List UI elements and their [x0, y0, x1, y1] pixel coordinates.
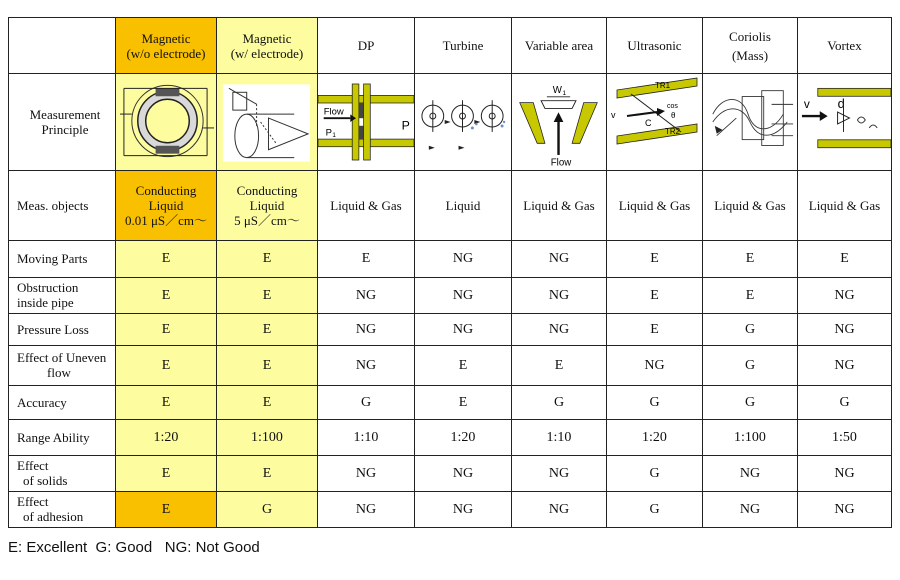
cell-vortex: E [798, 241, 892, 277]
diagram-turbine [415, 74, 512, 171]
cell-mag_wo: E [116, 345, 217, 385]
vortex-icon [798, 74, 891, 170]
ultra-theta-label: θ [671, 111, 676, 121]
table-row [9, 455, 892, 491]
col-header-text: Magnetic [141, 30, 191, 46]
row-label-principle [9, 74, 116, 171]
ultra-cos-label: cos [667, 103, 678, 111]
cell-dp: NG [318, 277, 415, 313]
header-row [9, 18, 892, 74]
col-header-text: Magnetic [242, 30, 292, 46]
cell-ultra: G [607, 455, 703, 491]
cell-mag_wo: E [116, 455, 217, 491]
diagram-magnetic-w-electrode [217, 74, 318, 171]
row-label-text: Range Ability [17, 429, 90, 445]
meas-objects-text: Liquid & Gas [618, 198, 691, 214]
ultrasonic-icon [607, 74, 702, 170]
ultra-tr1-label: TR1 [655, 81, 671, 91]
table-row [9, 385, 892, 419]
table-row [9, 313, 892, 345]
col-header-variable-area [512, 18, 607, 74]
meas-objects-mag-w [217, 171, 318, 241]
dp-flow-label: Flow [323, 106, 344, 118]
meas-objects-text: Liquid [148, 198, 184, 214]
cell-dp: NG [318, 455, 415, 491]
cell-coriolis: G [703, 385, 798, 419]
cell-mag_w: E [217, 313, 318, 345]
cell-coriolis: E [703, 277, 798, 313]
table-row [9, 241, 892, 277]
cell-mag_w: E [217, 455, 318, 491]
ultra-tr2-label: TR2 [665, 127, 681, 137]
cell-coriolis: 1:100 [703, 419, 798, 455]
diagram-magnetic-wo-electrode [116, 74, 217, 171]
cell-vortex: G [798, 385, 892, 419]
cell-varea: 1:10 [512, 419, 607, 455]
row-label-text: of adhesion [23, 509, 84, 525]
cell-dp: NG [318, 491, 415, 527]
meas-objects-dp [318, 171, 415, 241]
meas-objects-ultrasonic [607, 171, 703, 241]
flowmeter-comparison-table [8, 17, 892, 528]
cell-varea: NG [512, 313, 607, 345]
diagram-vortex [798, 74, 892, 171]
col-header-text: (Mass) [731, 47, 769, 63]
cell-vortex: NG [798, 491, 892, 527]
cell-ultra: G [607, 385, 703, 419]
row-label [9, 241, 116, 277]
col-header-text: (w/o electrode) [126, 45, 206, 61]
dp-p1-sub-label: 1 [332, 132, 336, 140]
table-row [9, 419, 892, 455]
cell-varea: NG [512, 241, 607, 277]
row-label-text: Effect of Uneven [17, 350, 107, 366]
ultra-c-label: C [645, 118, 652, 129]
cell-varea: NG [512, 277, 607, 313]
dp-p2-label: P [401, 118, 410, 133]
cell-mag_wo: E [116, 277, 217, 313]
meas-objects-text: Liquid & Gas [330, 198, 402, 214]
legend-text: E: Excellent G: Good NG: Not Good [8, 539, 260, 556]
col-header-text: Vortex [827, 38, 862, 54]
cell-dp: 1:10 [318, 419, 415, 455]
col-header-text: Ultrasonic [627, 38, 682, 54]
cell-turbine: NG [415, 455, 512, 491]
cell-coriolis: NG [703, 455, 798, 491]
cell-dp: NG [318, 313, 415, 345]
cell-coriolis: NG [703, 491, 798, 527]
meas-objects-row [9, 171, 892, 241]
meas-objects-text: Liquid & Gas [523, 198, 595, 214]
row-label-text: Meas. objects [17, 198, 89, 214]
cell-mag_w: E [217, 345, 318, 385]
row-label-text: Effect [17, 494, 49, 510]
meas-objects-text: 0.01 μS／cm～ [124, 213, 208, 229]
vortex-d-label: d [837, 96, 845, 112]
col-header-mag-wo [116, 18, 217, 74]
table-row [9, 277, 892, 313]
cell-ultra: NG [607, 345, 703, 385]
col-header-ultrasonic [607, 18, 703, 74]
cell-dp: G [318, 385, 415, 419]
cell-turbine: 1:20 [415, 419, 512, 455]
cell-mag_wo: E [116, 491, 217, 527]
meas-objects-text: Liquid & Gas [808, 198, 881, 214]
cell-vortex: 1:50 [798, 419, 892, 455]
row-label-text: Moving Parts [17, 251, 88, 267]
cell-mag_wo: E [116, 241, 217, 277]
col-header-text: DP [357, 38, 375, 54]
magnetic-electrode-icon [217, 74, 317, 170]
cell-varea: E [512, 345, 607, 385]
cell-ultra: G [607, 491, 703, 527]
corner-cell [9, 18, 116, 74]
table-row [9, 491, 892, 527]
row-label [9, 455, 116, 491]
principle-row [9, 74, 892, 171]
cell-mag_w: E [217, 385, 318, 419]
col-header-text: (w/ electrode) [230, 45, 304, 61]
row-label-text: Accuracy [17, 394, 67, 410]
diagram-coriolis [703, 74, 798, 171]
meas-objects-text: Liquid [445, 198, 481, 214]
col-header-text: Coriolis [729, 28, 771, 44]
coriolis-icon [703, 74, 797, 170]
cell-ultra: E [607, 313, 703, 345]
cell-coriolis: G [703, 313, 798, 345]
meas-objects-coriolis [703, 171, 798, 241]
cell-vortex: NG [798, 313, 892, 345]
meas-objects-vortex [798, 171, 892, 241]
cell-coriolis: G [703, 345, 798, 385]
cell-turbine: NG [415, 277, 512, 313]
row-label-text: flow [47, 365, 71, 381]
cell-turbine: E [415, 345, 512, 385]
row-label-text: of solids [23, 473, 68, 489]
ultra-v-label: v [611, 110, 616, 121]
cell-turbine: NG [415, 241, 512, 277]
row-label [9, 419, 116, 455]
cell-varea: G [512, 385, 607, 419]
cell-vortex: NG [798, 277, 892, 313]
col-header-mag-w [217, 18, 318, 74]
row-label [9, 313, 116, 345]
orifice-icon [318, 74, 414, 170]
diagram-ultrasonic [607, 74, 703, 171]
meas-objects-turbine [415, 171, 512, 241]
row-label-text: Effect [17, 458, 49, 474]
varea-w-sub-label: 1 [562, 90, 567, 98]
cell-coriolis: E [703, 241, 798, 277]
cell-mag_w: G [217, 491, 318, 527]
turbine-icon [415, 74, 511, 170]
col-header-vortex [798, 18, 892, 74]
cell-turbine: E [415, 385, 512, 419]
cell-ultra: E [607, 241, 703, 277]
row-label-meas-objects [9, 171, 116, 241]
col-header-turbine [415, 18, 512, 74]
variable-area-icon [512, 74, 606, 170]
row-label [9, 491, 116, 527]
cell-turbine: NG [415, 491, 512, 527]
cell-mag_wo: E [116, 385, 217, 419]
row-label-text: inside pipe [17, 295, 74, 311]
cell-ultra: 1:20 [607, 419, 703, 455]
vortex-v-label: v [803, 97, 810, 112]
row-label-text: Pressure Loss [17, 321, 89, 337]
cell-mag_w: E [217, 277, 318, 313]
diagram-dp [318, 74, 415, 171]
meas-objects-mag-wo [116, 171, 217, 241]
table-row [9, 345, 892, 385]
col-header-text: Turbine [442, 38, 484, 54]
cell-vortex: NG [798, 345, 892, 385]
cell-mag_wo: E [116, 313, 217, 345]
row-label [9, 385, 116, 419]
row-label [9, 345, 116, 385]
meas-objects-text: 5 μS／cm～ [234, 213, 300, 229]
cell-varea: NG [512, 491, 607, 527]
meas-objects-text: Conducting [135, 183, 197, 199]
cell-ultra: E [607, 277, 703, 313]
cell-varea: NG [512, 455, 607, 491]
cell-turbine: NG [415, 313, 512, 345]
row-label-text: Obstruction [17, 280, 79, 296]
meas-objects-text: Liquid [249, 198, 285, 214]
diagram-variable-area [512, 74, 607, 171]
col-header-dp [318, 18, 415, 74]
cell-mag_wo: 1:20 [116, 419, 217, 455]
magnetic-ring-icon [116, 74, 216, 170]
cell-dp: NG [318, 345, 415, 385]
meas-objects-text: Conducting [236, 183, 298, 199]
col-header-text: Variable area [524, 38, 594, 54]
row-label [9, 277, 116, 313]
cell-mag_w: E [217, 241, 318, 277]
row-label-text: Principle [41, 122, 89, 138]
comparison-table-wrap [8, 17, 891, 528]
varea-flow-label: Flow [550, 157, 572, 169]
varea-w-label: W [552, 85, 562, 97]
meas-objects-text: Liquid & Gas [714, 198, 786, 214]
meas-objects-variable-area [512, 171, 607, 241]
dp-p1-label: P [325, 127, 332, 139]
cell-vortex: NG [798, 455, 892, 491]
cell-mag_w: 1:100 [217, 419, 318, 455]
col-header-coriolis [703, 18, 798, 74]
cell-dp: E [318, 241, 415, 277]
row-label-text: Measurement [29, 107, 101, 123]
